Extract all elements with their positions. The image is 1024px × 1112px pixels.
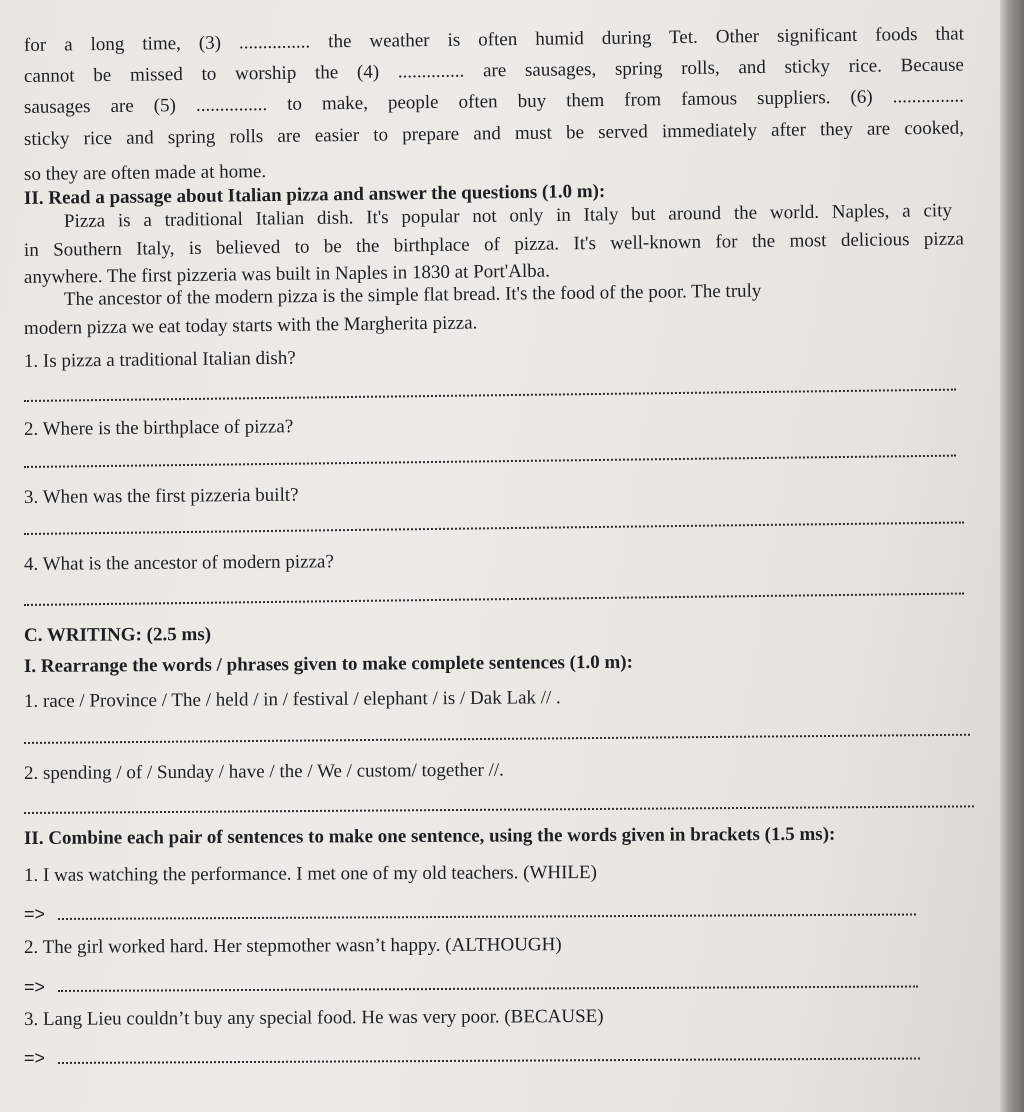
passage-line: Pizza is a traditional Italian dish. It's popular not only in Italy but around the world. Naples, a city: [63, 200, 953, 232]
rearrange-item: 1. race / Province / The / held / in / festival / elephant / is / Dak Lak // .: [23, 687, 561, 712]
cloze-line: for a long time, (3) ............... the weather is often humid during Tet. Other significant foods that: [23, 23, 965, 56]
combine-item: 2. The girl worked hard. Her stepmother wasn’t happy. (ALTHOUGH): [23, 934, 562, 958]
rearrange-heading: I. Rearrange the words / phrases given to make complete sentences (1.0 m):: [23, 651, 634, 677]
passage-line: modern pizza we eat today starts with the Margherita pizza.: [23, 312, 478, 339]
cloze-line: so they are often made at home.: [23, 161, 267, 185]
question: 3. When was the first pizzeria built?: [23, 484, 299, 508]
question: 4. What is the ancestor of modern pizza?: [23, 551, 334, 575]
answer-arrow: =>: [24, 1048, 46, 1068]
writing-heading: C. WRITING: (2.5 ms): [23, 624, 212, 646]
question: 1. Is pizza a traditional Italian dish?: [23, 347, 296, 372]
answer-line[interactable]: [24, 455, 956, 468]
answer-arrow: =>: [24, 904, 46, 924]
answer-line[interactable]: [24, 593, 964, 606]
answer-line[interactable]: [24, 805, 974, 814]
passage-line: The ancestor of the modern pizza is the simple flat bread. It's the food of the poor. The truly: [63, 280, 762, 310]
passage-line: anywhere. The first pizzeria was built in Naples in 1830 at Port'Alba.: [23, 260, 551, 288]
combine-item: 1. I was watching the performance. I met one of my old teachers. (WHILE): [23, 862, 597, 886]
answer-line[interactable]: [58, 985, 918, 992]
rearrange-item: 2. spending / of / Sunday / have / the / We / custom/ together //.: [23, 759, 504, 784]
cloze-line: sausages are (5) ............... to make, people often buy them from famous suppliers. (6) ...............: [23, 85, 965, 118]
combine-item: 3. Lang Lieu couldn’t buy any special food. He was very poor. (BECAUSE): [23, 1005, 604, 1030]
answer-line[interactable]: [24, 522, 964, 535]
answer-line[interactable]: [24, 734, 970, 744]
question: 2. Where is the birthplace of pizza?: [23, 416, 294, 440]
answer-line[interactable]: [58, 1057, 920, 1064]
cloze-line: sticky rice and spring rolls are easier to prepare and must be served immediately after they are cooked,: [23, 117, 965, 150]
answer-line[interactable]: [24, 389, 956, 402]
page-edge-shadow: [1000, 0, 1024, 1112]
answer-arrow: =>: [24, 977, 46, 997]
cloze-line: cannot be missed to worship the (4) .............. are sausages, spring rolls, and sticky rice. Because: [23, 54, 965, 87]
reading-section-heading: II. Read a passage about Italian pizza and answer the questions (1.0 m):: [23, 180, 606, 209]
passage-line: in Southern Italy, is believed to be the birthplace of pizza. It's well-known for the most delicious pizza: [23, 228, 965, 261]
combine-heading: II. Combine each pair of sentences to make one sentence, using the words given in brackets (1.5 ms):: [23, 823, 836, 849]
answer-line[interactable]: [58, 914, 916, 920]
